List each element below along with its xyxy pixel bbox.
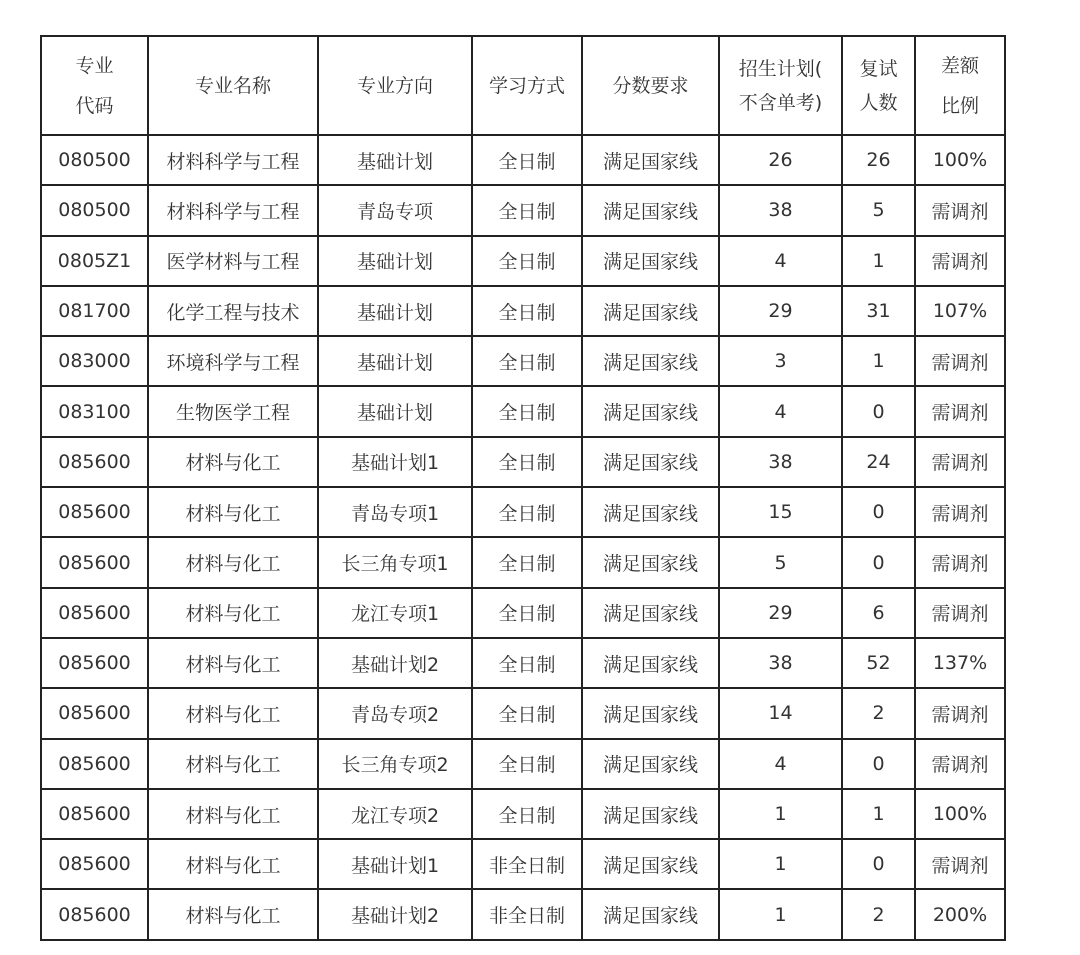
cell-ratio: 需调剂 [915, 437, 1005, 487]
cell-major-name: 材料科学与工程 [148, 135, 318, 185]
cell-retest-count: 26 [842, 135, 915, 185]
cell-enrollment-plan: 26 [719, 135, 842, 185]
header-major-name [148, 36, 318, 135]
cell-major-name: 材料与化工 [148, 688, 318, 738]
cell-retest-count: 0 [842, 537, 915, 587]
cell-enrollment-plan: 4 [719, 236, 842, 286]
cell-direction: 基础计划 [318, 336, 472, 386]
cell-retest-count: 1 [842, 336, 915, 386]
cell-study-mode: 全日制 [472, 185, 582, 235]
cell-major-code: 0805Z1 [41, 236, 148, 286]
cell-retest-count: 0 [842, 739, 915, 789]
cell-direction: 青岛专项2 [318, 688, 472, 738]
cell-retest-count: 24 [842, 437, 915, 487]
cell-major-name: 生物医学工程 [148, 386, 318, 436]
header-direction-label: 专业方向 [356, 74, 433, 97]
cell-major-code: 085600 [41, 588, 148, 638]
table-row [41, 688, 1005, 738]
cell-score-requirement: 满足国家线 [582, 386, 719, 436]
cell-study-mode: 全日制 [472, 135, 582, 185]
cell-score-requirement: 满足国家线 [582, 588, 719, 638]
cell-ratio: 需调剂 [915, 185, 1005, 235]
cell-major-name: 环境科学与工程 [148, 336, 318, 386]
cell-enrollment-plan: 15 [719, 487, 842, 537]
header-retest-count-line1: 复试 [859, 57, 898, 80]
cell-major-code: 085600 [41, 537, 148, 587]
cell-score-requirement: 满足国家线 [582, 487, 719, 537]
table-row [41, 437, 1005, 487]
cell-enrollment-plan: 38 [719, 638, 842, 688]
cell-direction: 青岛专项 [318, 185, 472, 235]
header-ratio [915, 36, 1005, 135]
cell-major-name: 材料与化工 [148, 638, 318, 688]
cell-direction: 基础计划2 [318, 889, 472, 939]
table-header [41, 36, 1005, 135]
cell-major-code: 081700 [41, 286, 148, 336]
cell-ratio: 100% [915, 789, 1005, 839]
cell-study-mode: 全日制 [472, 688, 582, 738]
cell-major-name: 材料与化工 [148, 889, 318, 939]
cell-major-code: 080500 [41, 185, 148, 235]
cell-retest-count: 0 [842, 487, 915, 537]
cell-study-mode: 全日制 [472, 789, 582, 839]
cell-major-code: 085600 [41, 739, 148, 789]
cell-score-requirement: 满足国家线 [582, 739, 719, 789]
cell-enrollment-plan: 1 [719, 789, 842, 839]
cell-enrollment-plan: 38 [719, 437, 842, 487]
cell-score-requirement: 满足国家线 [582, 839, 719, 889]
cell-ratio: 需调剂 [915, 386, 1005, 436]
cell-major-name: 材料与化工 [148, 839, 318, 889]
cell-direction: 长三角专项2 [318, 739, 472, 789]
header-study-mode-label: 学习方式 [488, 74, 565, 97]
cell-enrollment-plan: 1 [719, 889, 842, 939]
table-row [41, 839, 1005, 889]
cell-score-requirement: 满足国家线 [582, 889, 719, 939]
cell-retest-count: 2 [842, 889, 915, 939]
cell-major-code: 085600 [41, 638, 148, 688]
header-enrollment-plan-line1: 招生计划( [738, 57, 823, 80]
cell-direction: 基础计划1 [318, 839, 472, 889]
cell-study-mode: 全日制 [472, 638, 582, 688]
cell-major-code: 085600 [41, 889, 148, 939]
cell-direction: 龙江专项2 [318, 789, 472, 839]
cell-retest-count: 6 [842, 588, 915, 638]
table-row [41, 588, 1005, 638]
cell-study-mode: 全日制 [472, 739, 582, 789]
cell-major-name: 化学工程与技术 [148, 286, 318, 336]
cell-direction: 基础计划 [318, 236, 472, 286]
header-score-requirement-label: 分数要求 [612, 74, 689, 97]
cell-study-mode: 全日制 [472, 588, 582, 638]
header-direction [318, 36, 472, 135]
table-row [41, 336, 1005, 386]
admissions-table [40, 35, 1006, 941]
cell-retest-count: 5 [842, 185, 915, 235]
cell-study-mode: 全日制 [472, 487, 582, 537]
cell-major-code: 085600 [41, 789, 148, 839]
cell-major-code: 083000 [41, 336, 148, 386]
cell-major-code: 085600 [41, 487, 148, 537]
table-row [41, 789, 1005, 839]
header-retest-count [842, 36, 915, 135]
cell-retest-count: 1 [842, 789, 915, 839]
cell-score-requirement: 满足国家线 [582, 437, 719, 487]
cell-score-requirement: 满足国家线 [582, 135, 719, 185]
cell-major-name: 材料与化工 [148, 588, 318, 638]
table-row [41, 135, 1005, 185]
table-row [41, 537, 1005, 587]
cell-ratio: 需调剂 [915, 336, 1005, 386]
header-score-requirement [582, 36, 719, 135]
cell-study-mode: 全日制 [472, 437, 582, 487]
cell-enrollment-plan: 14 [719, 688, 842, 738]
table-row [41, 185, 1005, 235]
cell-direction: 基础计划 [318, 135, 472, 185]
cell-enrollment-plan: 5 [719, 537, 842, 587]
cell-enrollment-plan: 29 [719, 588, 842, 638]
table-row [41, 236, 1005, 286]
cell-score-requirement: 满足国家线 [582, 185, 719, 235]
cell-score-requirement: 满足国家线 [582, 638, 719, 688]
header-major-code-line1: 专业 [75, 54, 114, 77]
cell-study-mode: 全日制 [472, 336, 582, 386]
cell-enrollment-plan: 1 [719, 839, 842, 889]
cell-ratio: 需调剂 [915, 537, 1005, 587]
cell-score-requirement: 满足国家线 [582, 236, 719, 286]
cell-direction: 基础计划2 [318, 638, 472, 688]
cell-score-requirement: 满足国家线 [582, 688, 719, 738]
header-ratio-line2: 比例 [940, 94, 979, 117]
header-study-mode [472, 36, 582, 135]
cell-study-mode: 非全日制 [472, 889, 582, 939]
header-enrollment-plan-line2: 不含单考) [738, 91, 823, 114]
cell-ratio: 100% [915, 135, 1005, 185]
header-ratio-line1: 差额 [940, 54, 979, 77]
cell-study-mode: 全日制 [472, 386, 582, 436]
cell-major-name: 材料与化工 [148, 537, 318, 587]
cell-ratio: 需调剂 [915, 487, 1005, 537]
table-row [41, 286, 1005, 336]
cell-major-code: 085600 [41, 839, 148, 889]
cell-score-requirement: 满足国家线 [582, 336, 719, 386]
cell-ratio: 需调剂 [915, 588, 1005, 638]
cell-major-name: 材料与化工 [148, 487, 318, 537]
cell-direction: 龙江专项1 [318, 588, 472, 638]
cell-retest-count: 2 [842, 688, 915, 738]
cell-study-mode: 全日制 [472, 236, 582, 286]
table-body [41, 135, 1005, 940]
cell-retest-count: 31 [842, 286, 915, 336]
cell-major-name: 材料科学与工程 [148, 185, 318, 235]
cell-enrollment-plan: 38 [719, 185, 842, 235]
header-enrollment-plan [719, 36, 842, 135]
cell-study-mode: 非全日制 [472, 839, 582, 889]
header-major-code-line2: 代码 [75, 94, 114, 117]
header-row [41, 36, 1005, 135]
cell-direction: 基础计划 [318, 386, 472, 436]
cell-enrollment-plan: 4 [719, 739, 842, 789]
cell-direction: 青岛专项1 [318, 487, 472, 537]
cell-major-name: 材料与化工 [148, 437, 318, 487]
cell-retest-count: 52 [842, 638, 915, 688]
cell-major-name: 材料与化工 [148, 739, 318, 789]
cell-direction: 基础计划1 [318, 437, 472, 487]
cell-major-name: 医学材料与工程 [148, 236, 318, 286]
cell-ratio: 需调剂 [915, 236, 1005, 286]
table-row [41, 386, 1005, 436]
cell-ratio: 200% [915, 889, 1005, 939]
cell-ratio: 需调剂 [915, 739, 1005, 789]
header-major-code [41, 36, 148, 135]
cell-enrollment-plan: 4 [719, 386, 842, 436]
cell-score-requirement: 满足国家线 [582, 537, 719, 587]
cell-retest-count: 0 [842, 839, 915, 889]
cell-major-name: 材料与化工 [148, 789, 318, 839]
cell-major-code: 085600 [41, 437, 148, 487]
table-row [41, 739, 1005, 789]
cell-study-mode: 全日制 [472, 537, 582, 587]
header-major-name-label: 专业名称 [194, 74, 271, 97]
cell-enrollment-plan: 3 [719, 336, 842, 386]
table-row [41, 889, 1005, 939]
cell-direction: 基础计划 [318, 286, 472, 336]
cell-study-mode: 全日制 [472, 286, 582, 336]
cell-direction: 长三角专项1 [318, 537, 472, 587]
cell-retest-count: 1 [842, 236, 915, 286]
cell-score-requirement: 满足国家线 [582, 789, 719, 839]
cell-major-code: 080500 [41, 135, 148, 185]
table-row [41, 638, 1005, 688]
cell-score-requirement: 满足国家线 [582, 286, 719, 336]
cell-major-code: 083100 [41, 386, 148, 436]
cell-ratio: 107% [915, 286, 1005, 336]
cell-retest-count: 0 [842, 386, 915, 436]
cell-ratio: 137% [915, 638, 1005, 688]
cell-ratio: 需调剂 [915, 688, 1005, 738]
table-row [41, 487, 1005, 537]
cell-major-code: 085600 [41, 688, 148, 738]
cell-ratio: 需调剂 [915, 839, 1005, 889]
cell-enrollment-plan: 29 [719, 286, 842, 336]
header-retest-count-line2: 人数 [859, 91, 898, 114]
